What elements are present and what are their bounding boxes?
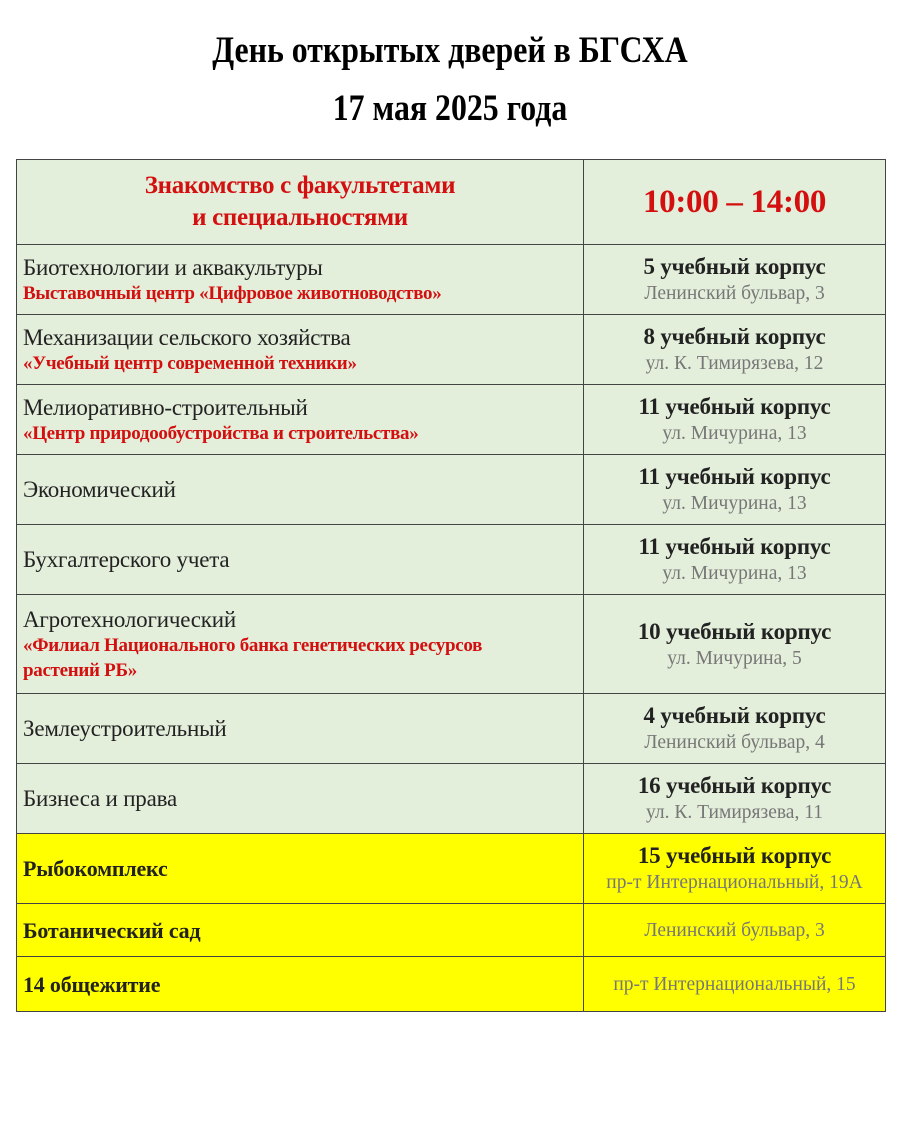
faculty-note-line2: растений РБ» xyxy=(23,659,137,681)
faculty-name: Экономический xyxy=(23,477,176,502)
faculty-name: Механизации сельского хозяйства xyxy=(23,324,351,350)
faculty-name: Мелиоративно-строительный xyxy=(23,394,308,420)
building-label: 8 учебный корпус xyxy=(643,324,826,349)
address-label: ул. Мичурина, 13 xyxy=(662,563,807,584)
table-row xyxy=(17,315,886,385)
building-label: 4 учебный корпус xyxy=(643,703,826,728)
address-label: ул. Мичурина, 13 xyxy=(662,423,807,444)
faculty-cell xyxy=(17,904,584,957)
faculty-name: Бизнеса и права xyxy=(23,786,177,811)
address-label: пр-т Интернациональный, 19А xyxy=(606,872,863,893)
address-label: ул. К. Тимирязева, 11 xyxy=(646,802,823,823)
faculty-note-line1: «Филиал Национального банка генетических ресурсов xyxy=(23,634,483,656)
location-cell xyxy=(584,385,886,455)
table-row-highlighted xyxy=(17,834,886,904)
location-cell xyxy=(584,764,886,834)
location-cell xyxy=(584,957,886,1012)
table-row xyxy=(17,595,886,694)
building-label: 11 учебный корпус xyxy=(638,394,831,419)
event-date: 17 мая 2025 года xyxy=(332,88,568,129)
location-cell xyxy=(584,455,886,525)
faculty-cell xyxy=(17,525,584,595)
header-faculties-line1: Знакомство с факультетами xyxy=(144,172,456,199)
faculty-name: Землеустроительный xyxy=(23,716,227,741)
faculty-cell xyxy=(17,764,584,834)
table-header-row xyxy=(17,160,886,245)
table-row xyxy=(17,245,886,315)
faculty-name: Рыбокомплекс xyxy=(23,856,168,881)
location-cell xyxy=(584,834,886,904)
header-faculties-cell xyxy=(17,160,584,245)
location-cell xyxy=(584,904,886,957)
schedule-table xyxy=(16,159,886,1012)
faculty-cell xyxy=(17,694,584,764)
page-title: День открытых дверей в БГСХА xyxy=(212,30,688,71)
faculty-cell xyxy=(17,595,584,694)
location-cell xyxy=(584,595,886,694)
faculty-note: Выставочный центр «Цифровое животноводство» xyxy=(23,282,442,304)
building-label: 11 учебный корпус xyxy=(638,534,831,559)
faculty-cell xyxy=(17,455,584,525)
table-row xyxy=(17,764,886,834)
table-row xyxy=(17,455,886,525)
address-label: ул. Мичурина, 13 xyxy=(662,493,807,514)
table-row xyxy=(17,694,886,764)
faculty-cell xyxy=(17,245,584,315)
address-label: Ленинский бульвар, 3 xyxy=(644,919,825,941)
building-label: 15 учебный корпус xyxy=(637,843,832,868)
header-time: 10:00 – 14:00 xyxy=(642,183,827,220)
faculty-name: Бухгалтерского учета xyxy=(23,547,230,572)
faculty-name: Ботанический сад xyxy=(23,917,201,943)
table-row xyxy=(17,385,886,455)
building-label: 11 учебный корпус xyxy=(638,464,831,489)
address-label: пр-т Интернациональный, 15 xyxy=(613,973,856,995)
location-cell xyxy=(584,525,886,595)
building-label: 16 учебный корпус xyxy=(637,773,832,798)
faculty-cell xyxy=(17,957,584,1012)
building-label: 10 учебный корпус xyxy=(637,618,832,644)
header-faculties-line2: и специальностями xyxy=(192,204,408,231)
location-cell xyxy=(584,694,886,764)
location-cell xyxy=(584,245,886,315)
address-label: Ленинский бульвар, 3 xyxy=(644,283,825,304)
table-row-highlighted xyxy=(17,957,886,1012)
faculty-note: «Центр природообустройства и строительства» xyxy=(23,422,419,444)
address-label: ул. К. Тимирязева, 12 xyxy=(645,353,824,374)
faculty-cell xyxy=(17,385,584,455)
address-label: Ленинский бульвар, 4 xyxy=(644,732,825,753)
location-cell xyxy=(584,315,886,385)
faculty-note: «Учебный центр современной техники» xyxy=(23,352,357,374)
address-label: ул. Мичурина, 5 xyxy=(667,647,802,669)
faculty-name: 14 общежитие xyxy=(23,971,161,997)
table-row xyxy=(17,525,886,595)
faculty-name: Агротехнологический xyxy=(23,606,236,632)
faculty-cell xyxy=(17,834,584,904)
faculty-cell xyxy=(17,315,584,385)
table-row-highlighted xyxy=(17,904,886,957)
header-time-cell xyxy=(584,160,886,245)
building-label: 5 учебный корпус xyxy=(643,254,826,279)
faculty-name: Биотехнологии и аквакультуры xyxy=(23,254,323,280)
